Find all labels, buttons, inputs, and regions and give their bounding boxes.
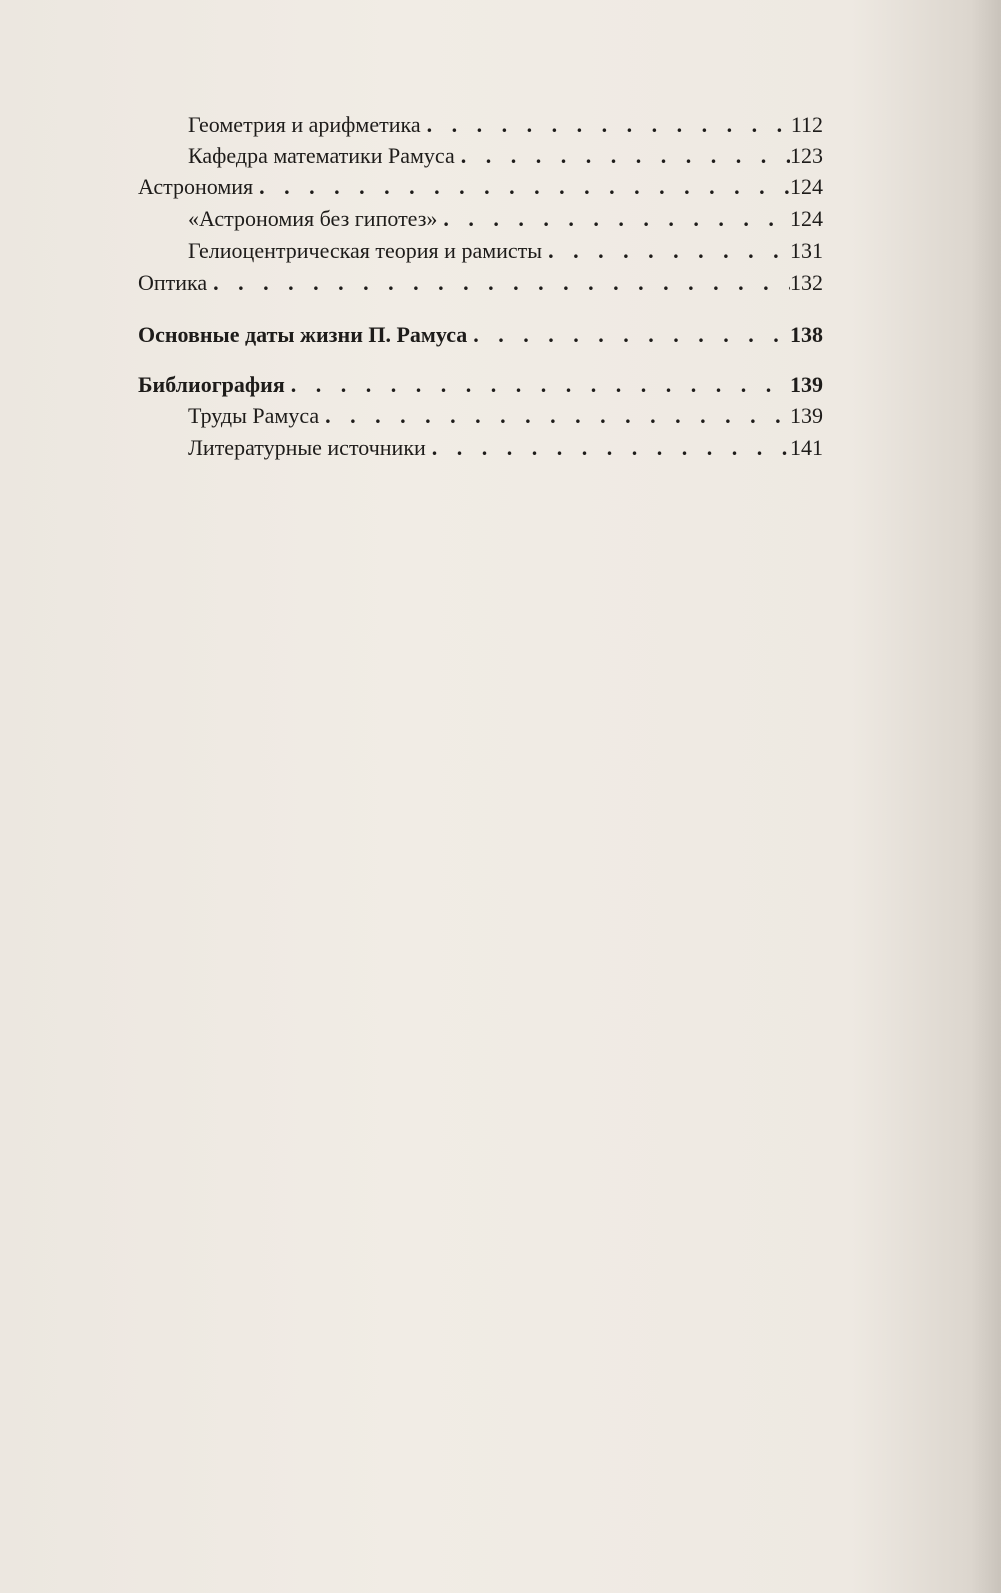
toc-entry-page: 112 (790, 112, 823, 137)
dot-leader (443, 204, 790, 234)
toc-entry-page: 131 (790, 238, 823, 263)
toc-entry-page: 138 (790, 322, 823, 347)
dot-leader (432, 433, 790, 463)
dot-leader (325, 401, 790, 431)
toc-entry-title: «Астрономия без гипотез» (188, 206, 438, 231)
dot-leader (473, 320, 790, 350)
toc-entry-page: 123 (790, 143, 823, 168)
toc-entry-title: Библиография (138, 372, 285, 397)
dot-leader (461, 141, 790, 171)
toc-entry-page: 124 (790, 206, 823, 231)
dot-leader (213, 268, 790, 298)
toc-entry[interactable] (138, 172, 823, 202)
toc-entry-title: Геометрия и арифметика (188, 112, 421, 137)
toc-entry[interactable] (188, 110, 823, 140)
toc-entry-title: Труды Рамуса (188, 403, 320, 428)
toc-entry-title: Гелиоцентрическая теория и рамисты (188, 238, 543, 263)
toc-entry-title: Оптика (138, 270, 208, 295)
toc-entry[interactable] (138, 268, 823, 298)
dot-leader (291, 370, 790, 400)
toc-entry-page: 132 (790, 270, 823, 295)
dot-leader (548, 236, 790, 266)
toc-entry-title: Кафедра математики Рамуса (188, 143, 455, 168)
toc-entry-section[interactable] (138, 370, 823, 400)
toc-entry[interactable] (188, 433, 823, 463)
toc-entry[interactable] (188, 236, 823, 266)
toc-entry[interactable] (188, 401, 823, 431)
toc-entry-title: Астрономия (138, 174, 254, 199)
toc-entry-page: 139 (790, 403, 823, 428)
toc-entry-section[interactable] (138, 320, 823, 350)
toc-entry[interactable] (188, 204, 823, 234)
toc-entry-page: 141 (790, 435, 823, 460)
toc-entry-title: Основные даты жизни П. Рамуса (138, 322, 468, 347)
toc-entry-title: Литературные источники (188, 435, 426, 460)
toc-entry-page: 139 (790, 372, 823, 397)
dot-leader (427, 110, 791, 140)
toc-entry-page: 124 (790, 174, 823, 199)
dot-leader (259, 172, 790, 202)
toc-entry[interactable] (188, 141, 823, 171)
